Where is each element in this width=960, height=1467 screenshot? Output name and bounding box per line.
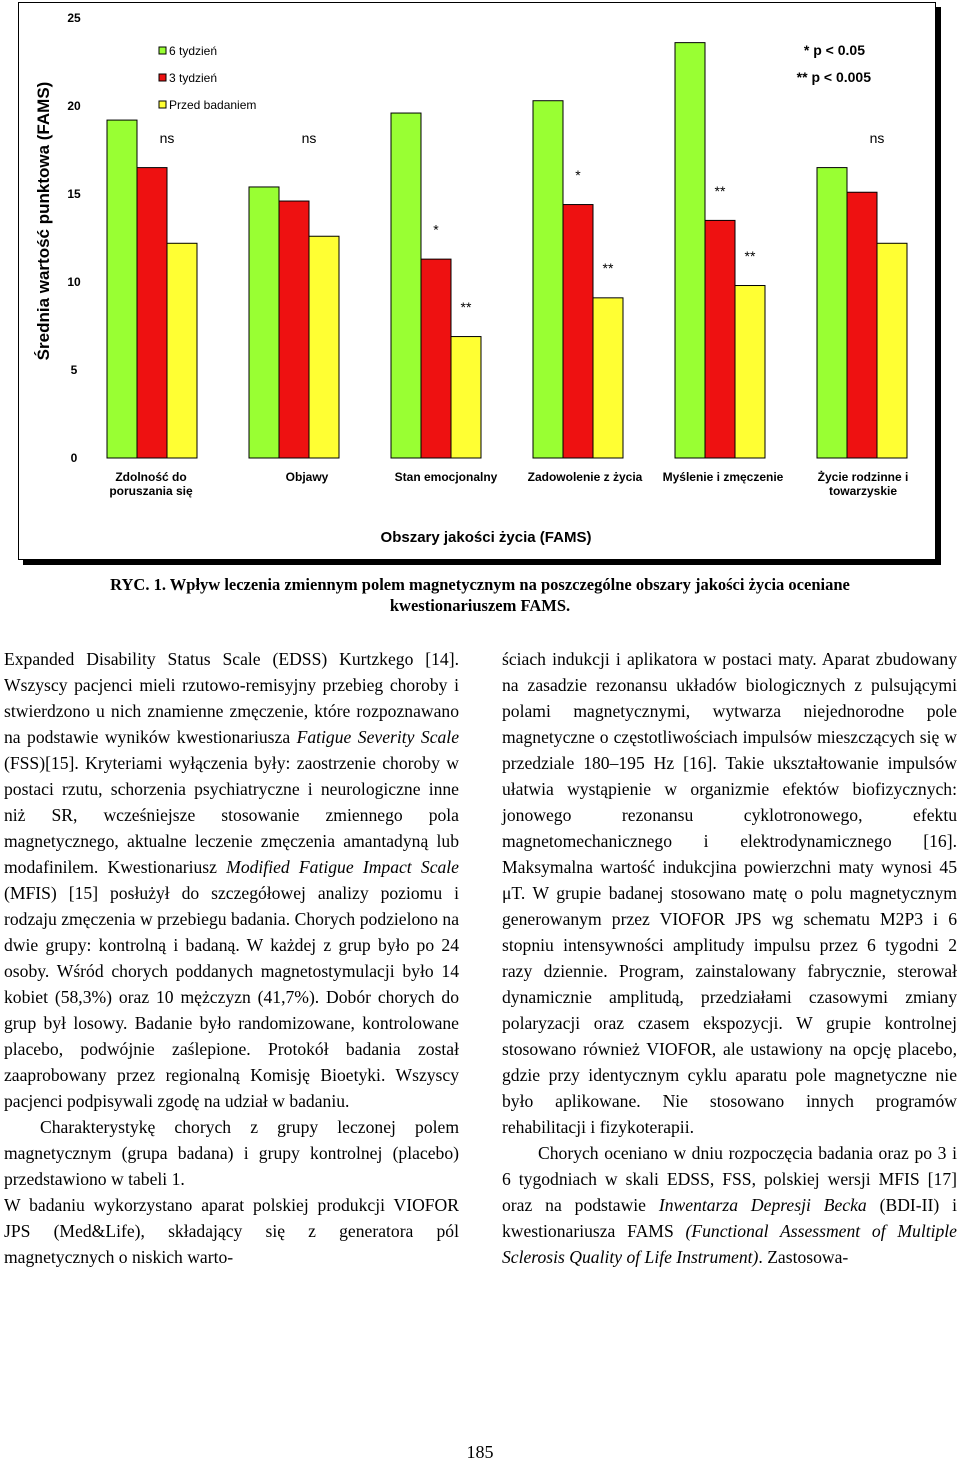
significance-annotation: * xyxy=(433,221,439,238)
significance-annotation: ** xyxy=(744,247,756,264)
y-tick-label: 25 xyxy=(67,11,81,25)
significance-note-2: ** p < 0.005 xyxy=(796,69,871,85)
legend-swatch xyxy=(159,74,166,81)
significance-annotation: ** xyxy=(460,298,472,315)
legend xyxy=(155,39,271,115)
left-paragraph-1-run-3: Modified Fatigue Impact Scale xyxy=(226,857,459,877)
category-label: Zdolność do xyxy=(115,470,187,484)
right-text-column xyxy=(502,646,957,1270)
bar-week3 xyxy=(421,259,451,458)
legend-label: 6 tydzień xyxy=(169,44,218,58)
bar-week6 xyxy=(391,113,421,458)
legend-label: Przed badaniem xyxy=(169,98,257,112)
category-label: poruszania się xyxy=(109,484,193,498)
y-axis-title: Średnia wartość punktowa (FAMS) xyxy=(34,81,53,361)
chart-frame xyxy=(18,2,936,560)
bar-baseline xyxy=(451,337,481,458)
y-tick-label: 5 xyxy=(70,363,78,377)
bar-week6 xyxy=(107,120,137,458)
category-label: Stan emocjonalny xyxy=(394,470,498,484)
significance-annotation: ns xyxy=(869,129,885,146)
bar-baseline xyxy=(167,243,197,458)
bar-week6 xyxy=(533,101,563,458)
right-paragraph-2-run-3: (Functional Assessment of Multiple Sclerosis Quality of Life Instrument) xyxy=(502,1221,957,1267)
category-label: Zadowolenie z życia xyxy=(527,470,643,484)
right-paragraph-1: ściach indukcji i aplikatora w postaci maty. Aparat zbudowany na zasadzie rezonansu układów biologicznych z pulsującymi polami magnetycznymi, wytwarza niejednorodne pole magnetyczne o częstotliwościach impulsów mieszczących się w przedziale 180–195 Hz [16]. Takie ukształtowanie impulsów ułatwia wystąpienie w organizmie efektów biofizycznych: jonowego rezonansu cyklotronowego, efektu magnetomechanicznego i elektrodynamicznego [16]. Maksymalna wartość indukcjina powierzchni maty wynosi 45 μT. W grupie badanej stosowano matę o polu magnetycznym generowanym przez VIOFOR JPS wg schematu M2P3 i 6 stopniu intensywności amplitudy impulsu przez 6 tygodni 2 razy dziennie. Program, zainstalowany fabrycznie, sterował dynamicznie amplitudą, przedziałami czasowymi zmiany polaryzacji oraz czasem ekspozycji. W grupie kontrolnej stosowano również VIOFOR, ale ustawiony na opcję placebo, gdzie przy identycznym cyklu aparatu pole magnetyczne nie było aplikowane. Nie stosowano innych programów rehabilitacji i fizykoterapii. xyxy=(502,649,957,1137)
legend-label: 3 tydzień xyxy=(169,71,218,85)
legend-swatch xyxy=(159,101,166,108)
significance-annotation: ** xyxy=(714,182,726,199)
left-text-column xyxy=(4,646,459,1270)
bar-baseline xyxy=(309,236,339,458)
significance-annotation: ** xyxy=(602,260,614,277)
bar-week3 xyxy=(563,205,593,458)
right-paragraph-2-run-2: (BDI-II) i kwestionariusza FAMS xyxy=(502,1195,957,1241)
left-paragraph-1-run-1: Fatigue Severity Scale xyxy=(296,727,459,747)
bar-week3 xyxy=(705,220,735,458)
y-tick-label: 0 xyxy=(70,451,78,465)
significance-annotation: * xyxy=(575,166,581,183)
y-tick-label: 15 xyxy=(67,187,81,201)
right-paragraph-2-run-0: Chorych oceniano w dniu rozpoczęcia badania oraz po 3 i 6 tygodniach w skali EDSS, FSS, polskiej wersji MFIS [17] oraz na podstawie xyxy=(502,1143,957,1215)
left-paragraph-3: W badaniu wykorzystano aparat polskiej produkcji VIOFOR JPS (Med&Life), składający się z generatora pól magnetycznych o niskich warto- xyxy=(4,1195,459,1267)
y-tick-label: 10 xyxy=(67,275,81,289)
category-label: Myślenie i zmęczenie xyxy=(662,470,784,484)
left-paragraph-1-run-2: (FSS)[15]. Kryteriami wyłączenia były: zaostrzenie choroby w postaci rzutu, schorzenia psychiatryczne i neurologiczne inne niż SR, wcześniejsze stosowanie zmiennego pola magnetycznego, aktualne leczenie zmęczenia amantadyną lub modafinilem. Kwestionariusz xyxy=(4,753,459,877)
right-paragraph-2-run-4: . Zastosowa- xyxy=(758,1247,849,1267)
right-paragraph-2 xyxy=(502,1140,957,1270)
category-label: towarzyskie xyxy=(828,484,898,498)
bar-week3 xyxy=(847,192,877,458)
category-label: Objawy xyxy=(285,470,329,484)
bar-week3 xyxy=(137,168,167,458)
bar-week3 xyxy=(279,201,309,458)
bar-chart xyxy=(19,3,935,559)
category-label: Życie rodzinne i xyxy=(817,470,909,484)
significance-annotation: ns xyxy=(301,129,317,146)
bar-baseline xyxy=(735,286,765,458)
y-tick-label: 20 xyxy=(67,99,81,113)
left-paragraph-1-run-0: Expanded Disability Status Scale (EDSS) Kurtzkego [14]. Wszyscy pacjenci mieli rzutowo-remisyjny przebieg choroby i stwierdzono u nich znamienne zmęczenie, które rozpoznawano na podstawie wyników kwestionariusza xyxy=(4,649,459,747)
page-number: 185 xyxy=(466,1442,494,1462)
significance-annotation: ns xyxy=(159,129,175,146)
left-paragraph-2: Charakterystykę chorych z grupy leczonej polem magnetycznym (grupa badana) i grupy kontrolnej (placebo) przedstawiono w tabeli 1. xyxy=(4,1117,459,1189)
left-paragraph-1-run-4: (MFIS) [15] posłużył do szczegółowej analizy poziomu i rodzaju zmęczenia w przebiegu badania. Chorych podzielono na dwie grupy: kontrolną i badaną. W każdej z grup było po 24 osoby. Wśród chorych poddanych magnetostymulacji było 14 kobiet (58,3%) oraz 10 mężczyzn (41,7%). Dobór chorych do grup był losowy. Badanie było randomizowane, kontrolowane placebo, podwójnie zaślepione. Protokół badania został zaaprobowany przez regionalną Komisję Bioetyki. Wszyscy pacjenci podpisywali zgodę na udział w badaniu. xyxy=(4,883,459,1111)
bar-baseline xyxy=(593,298,623,458)
significance-note-1: * p < 0.05 xyxy=(803,42,865,58)
x-axis-title: Obszary jakości życia (FAMS) xyxy=(380,529,592,546)
bar-week6 xyxy=(675,43,705,458)
right-paragraph-2-run-1: Inwentarza Depresji Becka xyxy=(658,1195,867,1215)
bar-baseline xyxy=(877,243,907,458)
bar-week6 xyxy=(817,168,847,458)
figure-caption: RYC. 1. Wpływ leczenia zmiennym polem magnetycznym na poszczególne obszary jakości życia oceniane kwestionariuszem FAMS. xyxy=(110,575,850,615)
legend-swatch xyxy=(159,47,166,54)
bar-week6 xyxy=(249,187,279,458)
left-paragraph-1 xyxy=(4,646,459,1114)
